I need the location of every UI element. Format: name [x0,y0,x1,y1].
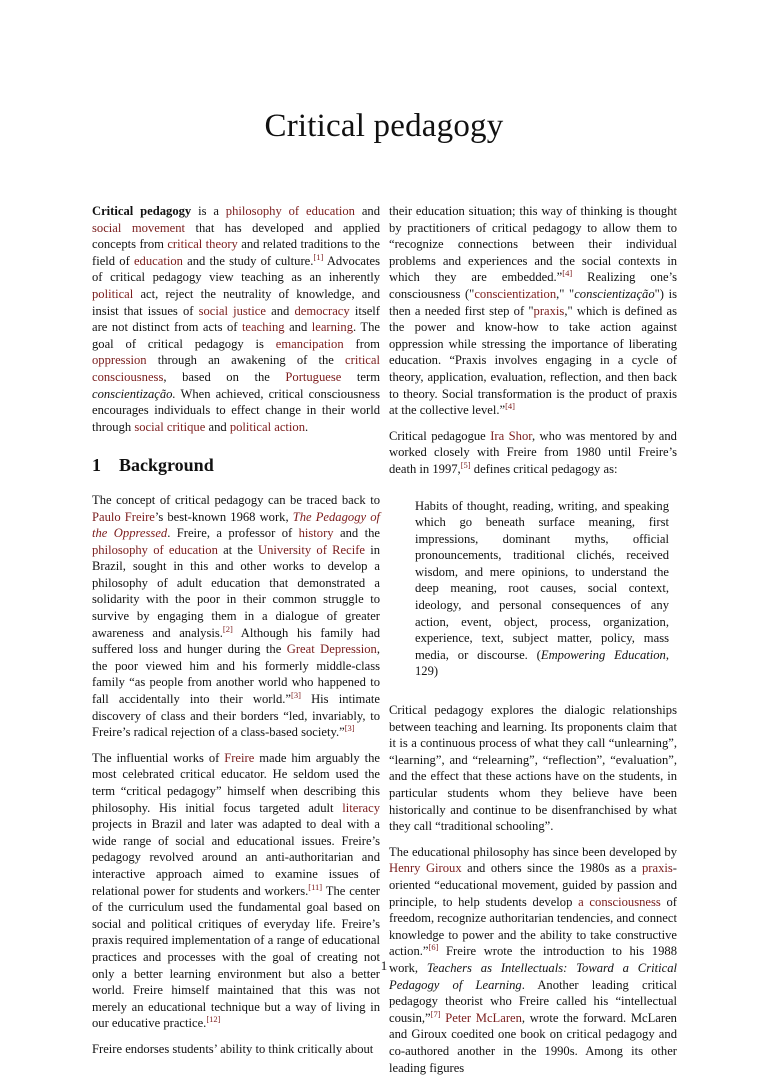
term-bold: Critical pedagogy [92,204,192,218]
text: . The goal of critical pedagogy is [92,320,380,351]
text: and [205,419,230,434]
text: and [265,303,295,318]
text: . Freire, a professor of [167,526,299,541]
link-portuguese[interactable]: Portuguese [285,369,342,384]
background-paragraph-3 [92,1041,380,1058]
link-university-of-recife[interactable]: University of Recife [258,542,365,557]
link-a-consciousness[interactable]: a consciousness [578,894,661,909]
text: made him arguably the most celebrated critical educator. He seldom used the term “critical pedagogy” himself when describing this philosophy. His initial focus targeted adult [92,750,380,815]
citation-4b[interactable]: [4] [505,401,516,412]
italic-title: Teachers as Intellectuals: Toward a Critical Pedagogy of Learning [389,960,677,992]
citation-3b[interactable]: [3] [344,723,355,734]
text: and related traditions to the field of [92,237,381,268]
text: Freire wrote the introduction to his 1988 work, [389,944,677,975]
link-literacy[interactable]: literacy [342,800,380,815]
text: projects in Brazil and later was adapted to deal with a wide range of social and educational issues. Freire’s pedagogy revolved around an anti-authoritarian and interactive approach aimed to examine issues of relational power for students and workers. [92,817,380,898]
text: When achieved, critical consciousness encourages individuals to effect change in their world through [92,386,380,434]
page-title: Critical pedagogy [264,108,504,144]
text: The concept of critical pedagogy can be traced back to [92,492,380,507]
text: Freire endorses students’ ability to think critically about [92,1041,374,1056]
link-history[interactable]: history [298,526,334,541]
background-paragraph-2 [92,750,380,1032]
text: their education situation; this way of thinking is thought by practitioners of critical pedagogy to allow them to “recognize connections between their individual problems and experiences and the social contexts in which they are embedded.” [389,204,677,285]
text: act, reject the neutrality of knowledge, and insist that issues of [92,286,380,318]
dialogic-paragraph [389,702,677,835]
text: Critical pedagogue [389,428,491,443]
italic-term: conscientização [574,286,655,301]
link-peter-mclaren[interactable]: Peter McLaren [445,1010,522,1025]
link-political-action[interactable]: political action [229,419,305,434]
text: ") is then a needed first step of " [389,286,677,318]
text: ," " [556,286,575,301]
link-great-depression[interactable]: Great Depression [286,642,377,657]
shor-paragraph [389,428,677,478]
text: The influential works of [92,750,225,765]
text: , the poor viewed him and his formerly middle-class family “as people from another world who happened to fall accidentally into their world.” [92,642,381,707]
citation-12[interactable]: [12] [206,1014,221,1025]
link-social-justice[interactable]: social justice [198,303,266,318]
link-philosophy-of-education[interactable]: philosophy of education [225,204,355,218]
link-political[interactable]: political [92,286,134,301]
citation-7[interactable]: [7] [430,1008,441,1019]
text: term [341,369,380,384]
section-title: Background [119,455,214,476]
link-teaching[interactable]: teaching [241,320,285,335]
link-praxis[interactable]: praxis [533,303,565,318]
text: , who was mentored by and worked closely with Freire from 1980 until Freire’s death in 1997, [389,428,677,476]
text: Critical pedagogy explores the dialogic relationships between teaching and learning. Its proponents claim that it is a continuous process of what they call “unlearning”, “learning”, and “relearning”, “reflection”, “evaluation”, and the effect that these actions have on the students, in particular students whom they believe have been historically and continue to be disenfranchised by what they call “traditional schooling”. [389,703,677,834]
link-ira-shor[interactable]: Ira Shor [490,428,532,443]
left-column [92,203,380,1067]
text: Although his family had suffered loss and hunger during the [92,625,381,657]
right-column [389,203,677,1085]
section-number: 1 [92,455,101,476]
citation-3[interactable]: [3] [291,690,301,701]
intro-paragraph [92,203,380,435]
text: is a [191,204,226,218]
text: and the [333,526,380,541]
page-number: 1 [380,958,388,973]
text: and the study of culture. [182,253,314,268]
text: The center of the curriculum used the fundamental goal based on social and political critiques of everyday life. Freire’s praxis required implementation of a range of educational practices and processes with the goal of creating not only a better learning environment but also a better world. Freire himself maintained that this was not merely an educational technique but a way of living in our educative practice. [92,883,380,1031]
text: that has developed and applied concepts from [92,220,380,252]
text: in Brazil, sought in this and other works to develop a philosophy of adult education that demonstrated a solidarity with the poor in their common struggle to survive by engaging them in a dialogue of greater awareness and analysis. [92,542,380,640]
text: Realizing one’s consciousness (" [389,270,677,301]
text: and [284,320,312,335]
text: and others since the 1980s as a [461,861,642,876]
link-emancipation[interactable]: emancipation [275,336,344,351]
italic-title: Empowering Education [540,647,666,662]
citation-4[interactable]: [4] [562,268,573,279]
text: Habits of thought, reading, writing, and speaking which go beneath surface meaning, first impressions, dominant myths, official pronouncements, traditional clichés, received wisdom, and mere opinions, to understand the deep meaning, root causes, social context, ideology, and personal consequences of any action, event, object, process, organization, experience, text, subject matter, policy, mass media, or discourse. ( [415,498,669,662]
link-education[interactable]: education [133,253,183,268]
link-philosophy-of-education-2[interactable]: philosophy of education [92,542,218,557]
text: , based on the [163,369,286,384]
text: -oriented “educational movement, guided by passion and principle, to help students develop [389,861,677,909]
italic-title: The Pedagogy of the Oppressed [92,509,380,541]
text: ’s best-known 1968 work, [154,509,293,524]
italic-term: conscientização. [92,386,176,401]
citation-6[interactable]: [6] [428,942,439,953]
block-quote [389,498,677,681]
link-henry-giroux[interactable]: Henry Giroux [389,861,462,876]
text: The educational philosophy has since been developed by [389,844,677,859]
link-democracy[interactable]: democracy [294,303,350,318]
text: defines critical pedagogy as: [470,461,618,476]
text: from [343,336,380,351]
background-paragraph-1 [92,492,380,741]
link-critical-consciousness[interactable]: critical consciousness [92,353,380,384]
citation-2[interactable]: [2] [222,623,233,634]
citation-11[interactable]: [11] [308,881,323,892]
text: ," which is defined as the power and know-how to take action against oppression while stressing the importance of liberating education. “Praxis involves engaging in a cycle of theory, application, evaluation, reflection, and then back to theory. Social transformation is the product of praxis at the collective level.” [389,303,677,418]
section-heading [92,457,380,474]
text: , 129) [415,647,670,679]
text: and [354,204,380,218]
link-social-critique[interactable]: social critique [134,419,206,434]
text: itself are not distinct from acts of [92,303,380,335]
citation-1[interactable]: [1] [313,251,324,262]
link-paulo-freire[interactable]: Paulo Freire [92,509,155,524]
text: , wrote the forward. McLaren and Giroux coedited one book on critical pedagogy and co-authored another in the 1990s. Among its other leading figures [389,1010,677,1075]
link-praxis-2[interactable]: praxis [642,861,673,876]
link-learning[interactable]: learning [311,320,354,335]
text: His intimate discovery of class and their borders “led, invariably, to Freire’s radical rejection of a class-based society.” [92,692,381,740]
link-social-movement[interactable]: social movement [92,220,185,235]
text: . [305,419,309,434]
link-critical-theory[interactable]: critical theory [167,237,238,252]
citation-5[interactable]: [5] [460,459,471,470]
link-conscientization[interactable]: conscientization [474,286,557,301]
continuation-paragraph [389,203,677,419]
text: of freedom, recognize authoritarian tendencies, and connect knowledge to power and the ability to take constructive action.” [389,894,678,959]
text: at the [217,542,259,557]
text: Advocates of critical pedagogy view teaching as an inherently [92,253,380,285]
link-freire[interactable]: Freire [224,750,255,765]
link-oppression[interactable]: oppression [92,353,147,368]
text: . Another leading critical pedagogy theorist who Freire called his “intellectual cousin,” [389,977,677,1025]
text: through an awakening of the [146,353,346,368]
